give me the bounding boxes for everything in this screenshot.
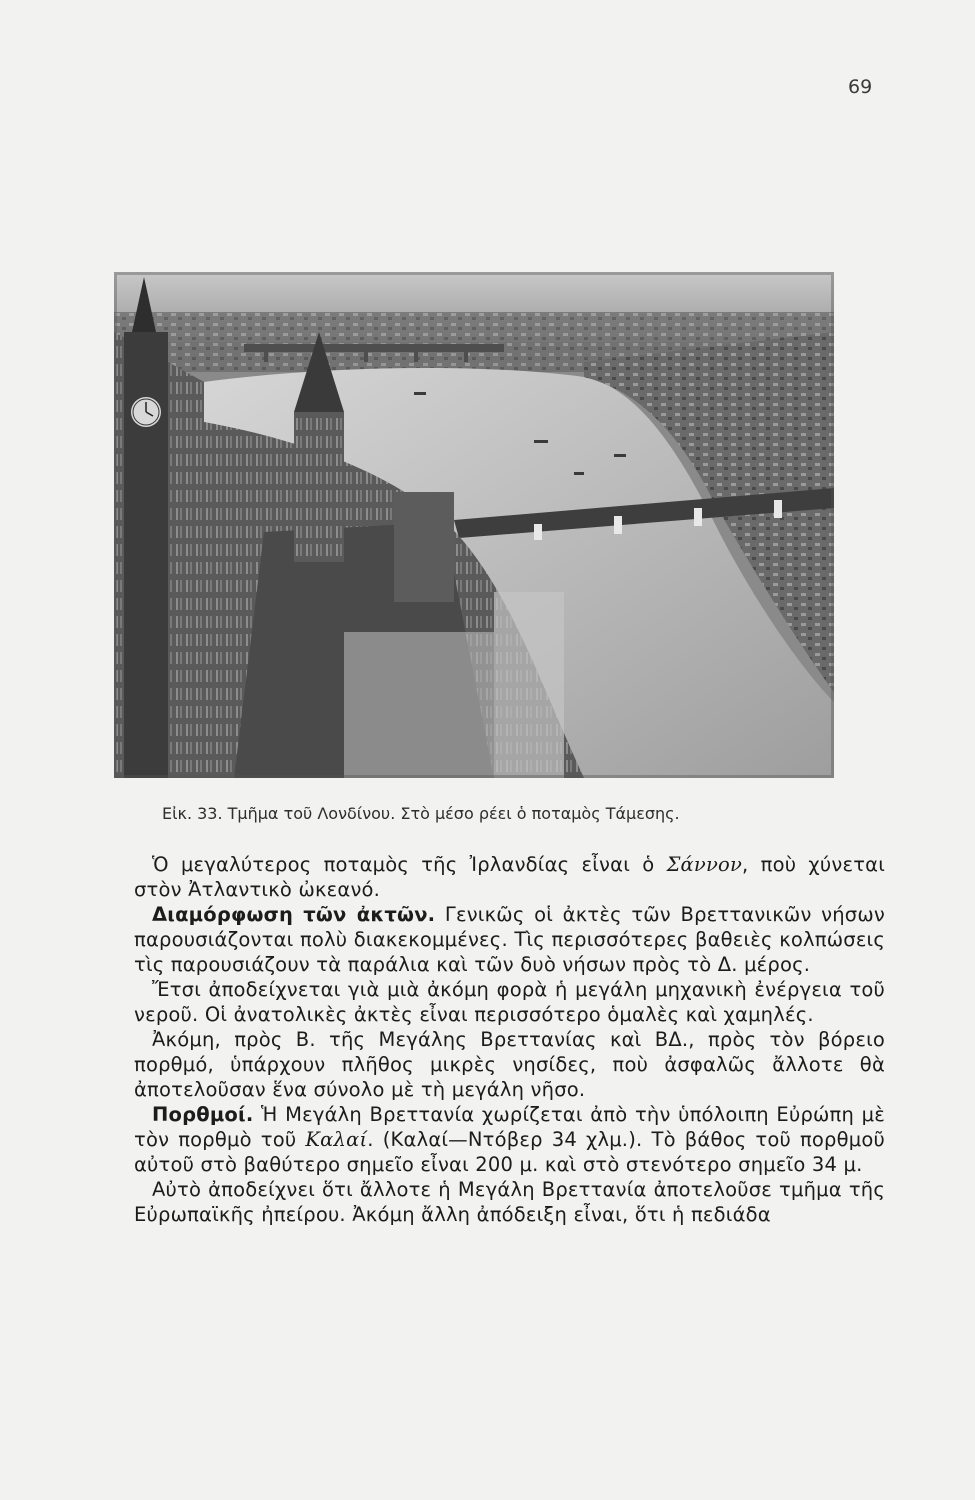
paragraph-islets	[134, 1027, 885, 1102]
text-segment: Γενικῶς οἱ ἀκτὲς τῶν Βρεττανικῶν νήσων παρουσιάζονται πολὺ διακεκομμένες. Τὶς περισσότερες βαθειὲς κολπώσεις τὶς παρουσιάζουν τὰ παράλια καὶ τῶν δυὸ νήσων πρὸς τὸ Δ. μέρος.	[134, 903, 885, 976]
figure-caption: Εἰκ. 33. Τμῆμα τοῦ Λονδίνου. Στὸ μέσο ρέει ὁ ποταμὸς Τάμεσης.	[162, 804, 680, 823]
photo-graphic	[114, 272, 834, 778]
body-text	[134, 852, 885, 1227]
text-segment: Αὐτὸ ἀποδείχνει ὅτι ἄλλοτε ἡ Μεγάλη Βρεττανία ἀποτελοῦσε τμῆμα τῆς Εὐρωπαϊκῆς ἠπείρου. Ἀκόμη ἄλλη ἀπόδειξη εἶναι, ὅτι ἡ πεδιάδα	[134, 1178, 885, 1226]
london-thames-photo	[114, 272, 834, 778]
text-segment: Ὁ μεγαλύτερος ποταμὸς τῆς Ἰρλανδίας εἶναι ὁ	[152, 853, 667, 876]
river-name: Σάννον	[666, 853, 743, 876]
page-number: 69	[848, 76, 873, 98]
text-segment: Ἀκόμη, πρὸς Β. τῆς Μεγάλης Βρεττανίας καὶ ΒΔ., πρὸς τὸν βόρειο πορθμό, ὑπάρχουν πλῆθος μικρὲς νησίδες, ποὺ ἀσφαλῶς ἄλλοτε θὰ ἀποτελοῦσαν ἕνα σύνολο μὲ τὴ μεγάλη νῆσο.	[134, 1028, 885, 1101]
text-segment: Ἔτσι ἀποδείχνεται γιὰ μιὰ ἀκόμη φορὰ ἡ μεγάλη μηχανικὴ ἐνέργεια τοῦ νεροῦ. Οἱ ἀνατολικὲς ἀκτὲς εἶναι περισσότερο ὁμαλὲς καὶ χαμηλές.	[134, 978, 885, 1026]
section-heading-straits: Πορθμοί.	[152, 1103, 254, 1126]
paragraph-coast-shape	[134, 902, 885, 977]
paragraph-irish-river	[134, 852, 885, 902]
text-segment: , ποὺ χύνεται στὸν Ἀτλαντικὸ ὠκεανό.	[134, 853, 885, 901]
section-heading-coasts: Διαμόρφωση τῶν ἀκτῶν.	[152, 903, 436, 926]
paragraph-continent-link	[134, 1177, 885, 1227]
paragraph-water-energy	[134, 977, 885, 1027]
text-segment: Ἡ Μεγάλη Βρεττανία χωρίζεται ἀπὸ τὴν ὑπόλοιπη Εὐρώπη μὲ τὸν πορθμὸ τοῦ	[134, 1103, 885, 1151]
text-segment: . (Καλαί—Ντόβερ 34 χλμ.). Τὸ βάθος τοῦ πορθμοῦ αὐτοῦ στὸ βαθύτερο σημεῖο εἶναι 200 μ. καὶ στὸ στενότερο σημεῖο 34 μ.	[134, 1128, 885, 1176]
paragraph-straits	[134, 1102, 885, 1177]
strait-name: Καλαί	[305, 1128, 368, 1151]
